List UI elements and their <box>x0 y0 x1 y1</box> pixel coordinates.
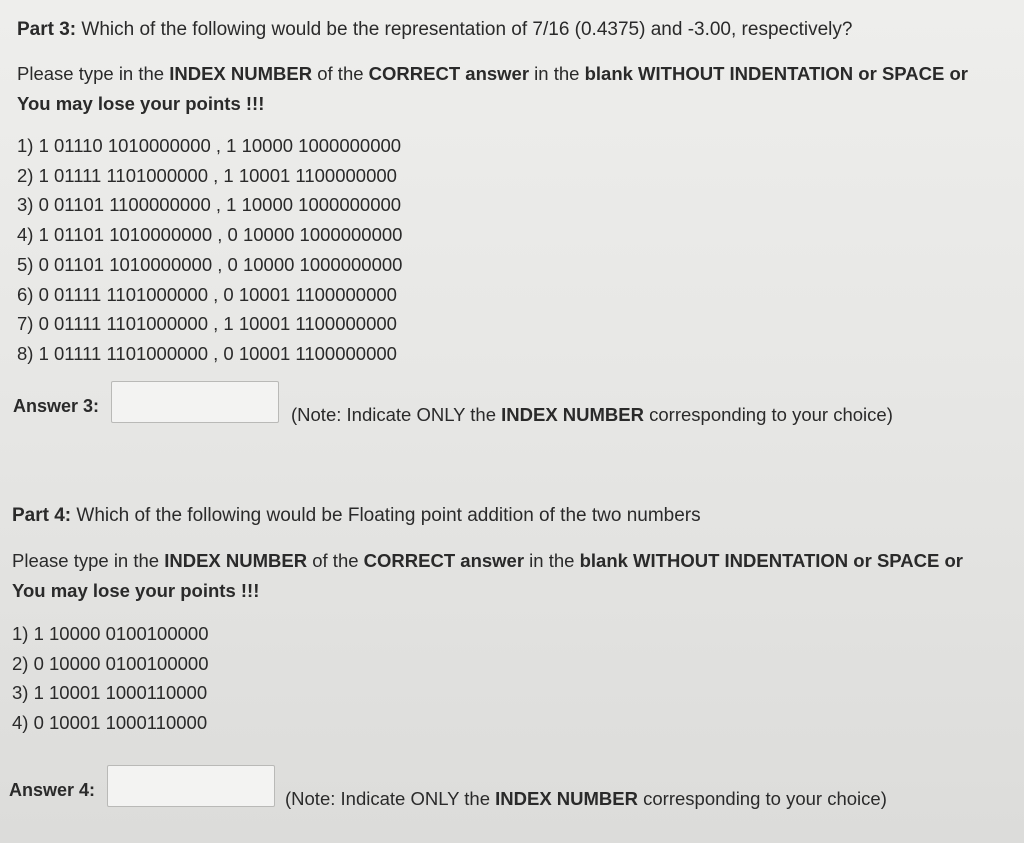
instr-bold: INDEX NUMBER <box>164 550 308 571</box>
answer-4-label: Answer 4: <box>9 780 96 800</box>
answer-3-label: Answer 3: <box>13 396 100 416</box>
instr-bold: You may lose your points !!! <box>17 93 265 114</box>
part-4-instructions-line-1 <box>12 546 963 576</box>
note-text: (Note: Indicate ONLY the <box>285 788 496 809</box>
part-3-instructions-line-1 <box>17 59 968 89</box>
instr-text: of the <box>312 63 369 84</box>
answer-4-note <box>285 788 887 810</box>
option-item: 3) 0 01101 1100000000 , 1 10000 1000000000 <box>17 194 402 216</box>
instr-bold: CORRECT answer <box>363 550 525 571</box>
part-3-question <box>17 19 852 41</box>
instr-text: of the <box>307 550 364 571</box>
instr-text: Please type in the <box>12 550 165 571</box>
part-3-options-list <box>17 131 402 369</box>
option-item: 8) 1 01111 1101000000 , 0 10001 1100000000 <box>17 342 397 364</box>
answer-3-input[interactable] <box>111 381 279 423</box>
part-4-options-list <box>12 619 209 738</box>
option-item: 4) 0 10001 1000110000 <box>12 712 208 734</box>
option-item: 2) 0 10000 0100100000 <box>12 652 209 674</box>
part-4-question <box>12 505 701 527</box>
part-3-instructions-line-2 <box>17 89 968 119</box>
option-item: 6) 0 01111 1101000000 , 0 10001 1100000000 <box>17 283 397 305</box>
instr-text: in the <box>529 63 585 84</box>
part-4-label: Part 4: <box>12 505 72 526</box>
instr-bold: blank WITHOUT INDENTATION or SPACE or <box>584 63 968 84</box>
instr-bold: INDEX NUMBER <box>169 63 313 84</box>
note-text: (Note: Indicate ONLY the <box>291 404 502 425</box>
note-bold: INDEX NUMBER <box>495 788 638 809</box>
note-text: corresponding to your choice) <box>644 404 893 425</box>
instr-bold: You may lose your points !!! <box>12 580 260 601</box>
part-4-question-text: Which of the following would be Floating point addition of the two numbers <box>71 505 701 526</box>
note-bold: INDEX NUMBER <box>501 404 644 425</box>
part-3-label: Part 3: <box>17 19 77 40</box>
option-item: 2) 1 01111 1101000000 , 1 10001 1100000000 <box>17 164 397 186</box>
option-item: 4) 1 01101 1010000000 , 0 10000 1000000000 <box>17 224 403 246</box>
instr-bold: blank WITHOUT INDENTATION or SPACE or <box>579 550 963 571</box>
option-item: 1) 1 01110 1010000000 , 1 10000 1000000000 <box>17 135 402 156</box>
note-text: corresponding to your choice) <box>638 788 887 809</box>
part-3-instructions <box>17 59 968 119</box>
instr-bold: CORRECT answer <box>368 63 530 84</box>
part-4-instructions <box>12 546 963 606</box>
answer-3-note <box>291 404 893 426</box>
instr-text: in the <box>524 550 580 571</box>
option-item: 1) 1 10000 0100100000 <box>12 623 209 644</box>
option-item: 5) 0 01101 1010000000 , 0 10000 1000000000 <box>17 253 403 275</box>
part-3-question-text: Which of the following would be the representation of 7/16 (0.4375) and -3.00, respectively? <box>76 19 853 40</box>
part-4-instructions-line-2 <box>12 576 963 606</box>
option-item: 3) 1 10001 1000110000 <box>12 682 208 704</box>
answer-4-input[interactable] <box>107 765 275 807</box>
instr-text: Please type in the <box>17 63 170 84</box>
option-item: 7) 0 01111 1101000000 , 1 10001 1100000000 <box>17 313 397 335</box>
